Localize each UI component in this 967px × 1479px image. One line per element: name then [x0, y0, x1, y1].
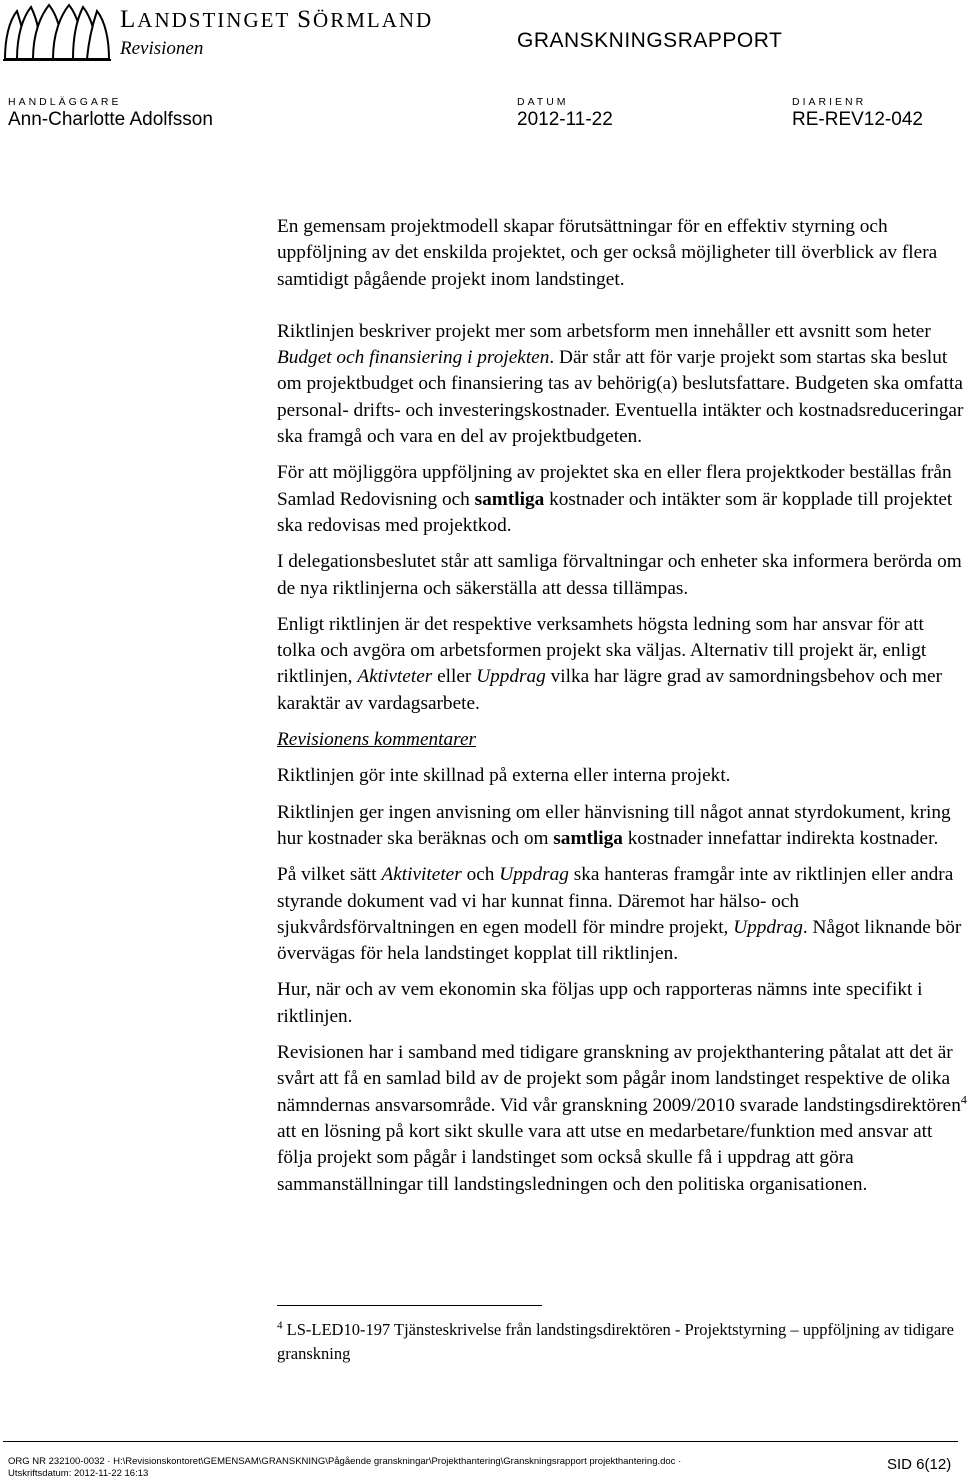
paragraph: För att möjliggöra uppföljning av projektet ska en eller flera projektkoder beställas från Samlad Redovisning och samtliga kostnader och intäkter som är kopplade till projektet ska redovisas med projektkod.	[277, 462, 953, 536]
diarienr-value: RE-REV12-042	[792, 109, 923, 130]
paragraph: Revisionen har i samband med tidigare granskning av projekthantering påtalat att det är svårt att få en samlad bild av de projekt som pågår inom landstinget respektive de olika nämndernas ansvarsområde. Vid vår granskning 2009/2010 svarade landstingsdirektören$^4$ att en lösning på kort sikt skulle vara att utse en medarbetare/funktion med ansvar att följa projekt som pågår i landstinget som också skulle få i uppdrag att göra sammanställningar till landstingsledningen och den politiska organisationen.	[277, 1042, 967, 1195]
paragraph: I delegationsbeslutet står att samliga förvaltningar och enheter ska informera berörda om de nya riktlinjerna och säkerställa att dessa tillämpas.	[277, 551, 962, 599]
report-body	[277, 214, 967, 1209]
footnote-separator	[277, 1305, 542, 1306]
footer-path: ORG NR 232100-0032 · H:\Revisionskontoret\GEMENSAM\GRANSKNING\Pågående granskningar\Projekthantering\Granskningsrapport projekthantering.doc ·	[8, 1456, 682, 1467]
datum-label: DATUM	[517, 96, 569, 108]
paragraph: Enligt riktlinjen är det respektive verksamhets högsta ledning som har ansvar för att tolka och avgöra om arbetsformen projekt ska väljas. Alternativ till projekt är, enligt riktlinjen, Aktivteter eller Uppdrag vilka har lägre grad av samordningsbehov och mer karaktär av vardagsarbete.	[277, 613, 943, 714]
paragraph: En gemensam projektmodell skapar förutsättningar för en effektiv styrning och uppföljning av det enskilda projektet, och ger också möjligheter till överblick av flera samtidigt pågående projekt inom landstinget.	[277, 216, 938, 290]
paragraph: Riktlinjen gör inte skillnad på externa eller interna projekt.	[277, 765, 731, 787]
footer-print-date: Utskriftsdatum: 2012-11-22 16:13	[8, 1467, 149, 1479]
organization-name: LANDSTINGET SÖRMLAND	[120, 6, 434, 33]
section-heading: Revisionens kommentarer	[277, 729, 477, 751]
page-number: SID 6(12)	[887, 1456, 952, 1473]
footnote: $^4$ LS-LED10-197 Tjänsteskrivelse från landstingsdirektören - Projektstyrning – uppföljning av tidigare granskning	[277, 1319, 954, 1363]
report-type: GRANSKNINGSRAPPORT	[517, 29, 783, 52]
landsting-logo-icon	[3, 3, 111, 61]
paragraph: Riktlinjen beskriver projekt mer som arbetsform men innehåller ett avsnitt som heter Budget och finansiering i projekten. Där står att för varje projekt som startas ska beslut om projektbudget och finansiering tas av behörig(a) beslutsfattare. Budgeten ska omfatta personal- drifts- och investeringskostnader. Eventuella intäkter och kostnadsreduceringar ska framgå och vara en del av projektbudgeten.	[277, 320, 964, 448]
paragraph: Hur, när och av vem ekonomin ska följas upp och rapporteras nämns inte specifikt i riktlinjen.	[277, 979, 923, 1027]
diarienr-label: DIARIENR	[792, 96, 867, 108]
footnote-number: 4	[277, 1319, 283, 1332]
paragraph: På vilket sätt Aktiviteter och Uppdrag ska hanteras framgår inte av riktlinjen eller andra styrande dokument vad vi har kunnat finna. Däremot har hälso- och sjukvårdsförvaltningen en egen modell för mindre projekt, Uppdrag. Något liknande bör övervägas för hela landstinget kopplat till riktlinjen.	[277, 864, 962, 965]
handlaggare-label: HANDLÄGGARE	[8, 96, 122, 108]
paragraph: Riktlinjen ger ingen anvisning om eller hänvisning till något annat styrdokument, kring hur kostnader ska beräknas och om samtliga kostnader innefattar indirekta kostnader.	[277, 801, 951, 849]
footer-info	[8, 1456, 681, 1479]
datum-value: 2012-11-22	[517, 109, 613, 130]
organization-unit: Revisionen	[120, 38, 204, 59]
footnote-reference: 4	[960, 1092, 967, 1107]
handlaggare-value: Ann-Charlotte Adolfsson	[8, 109, 213, 130]
footer-divider	[3, 1441, 958, 1442]
